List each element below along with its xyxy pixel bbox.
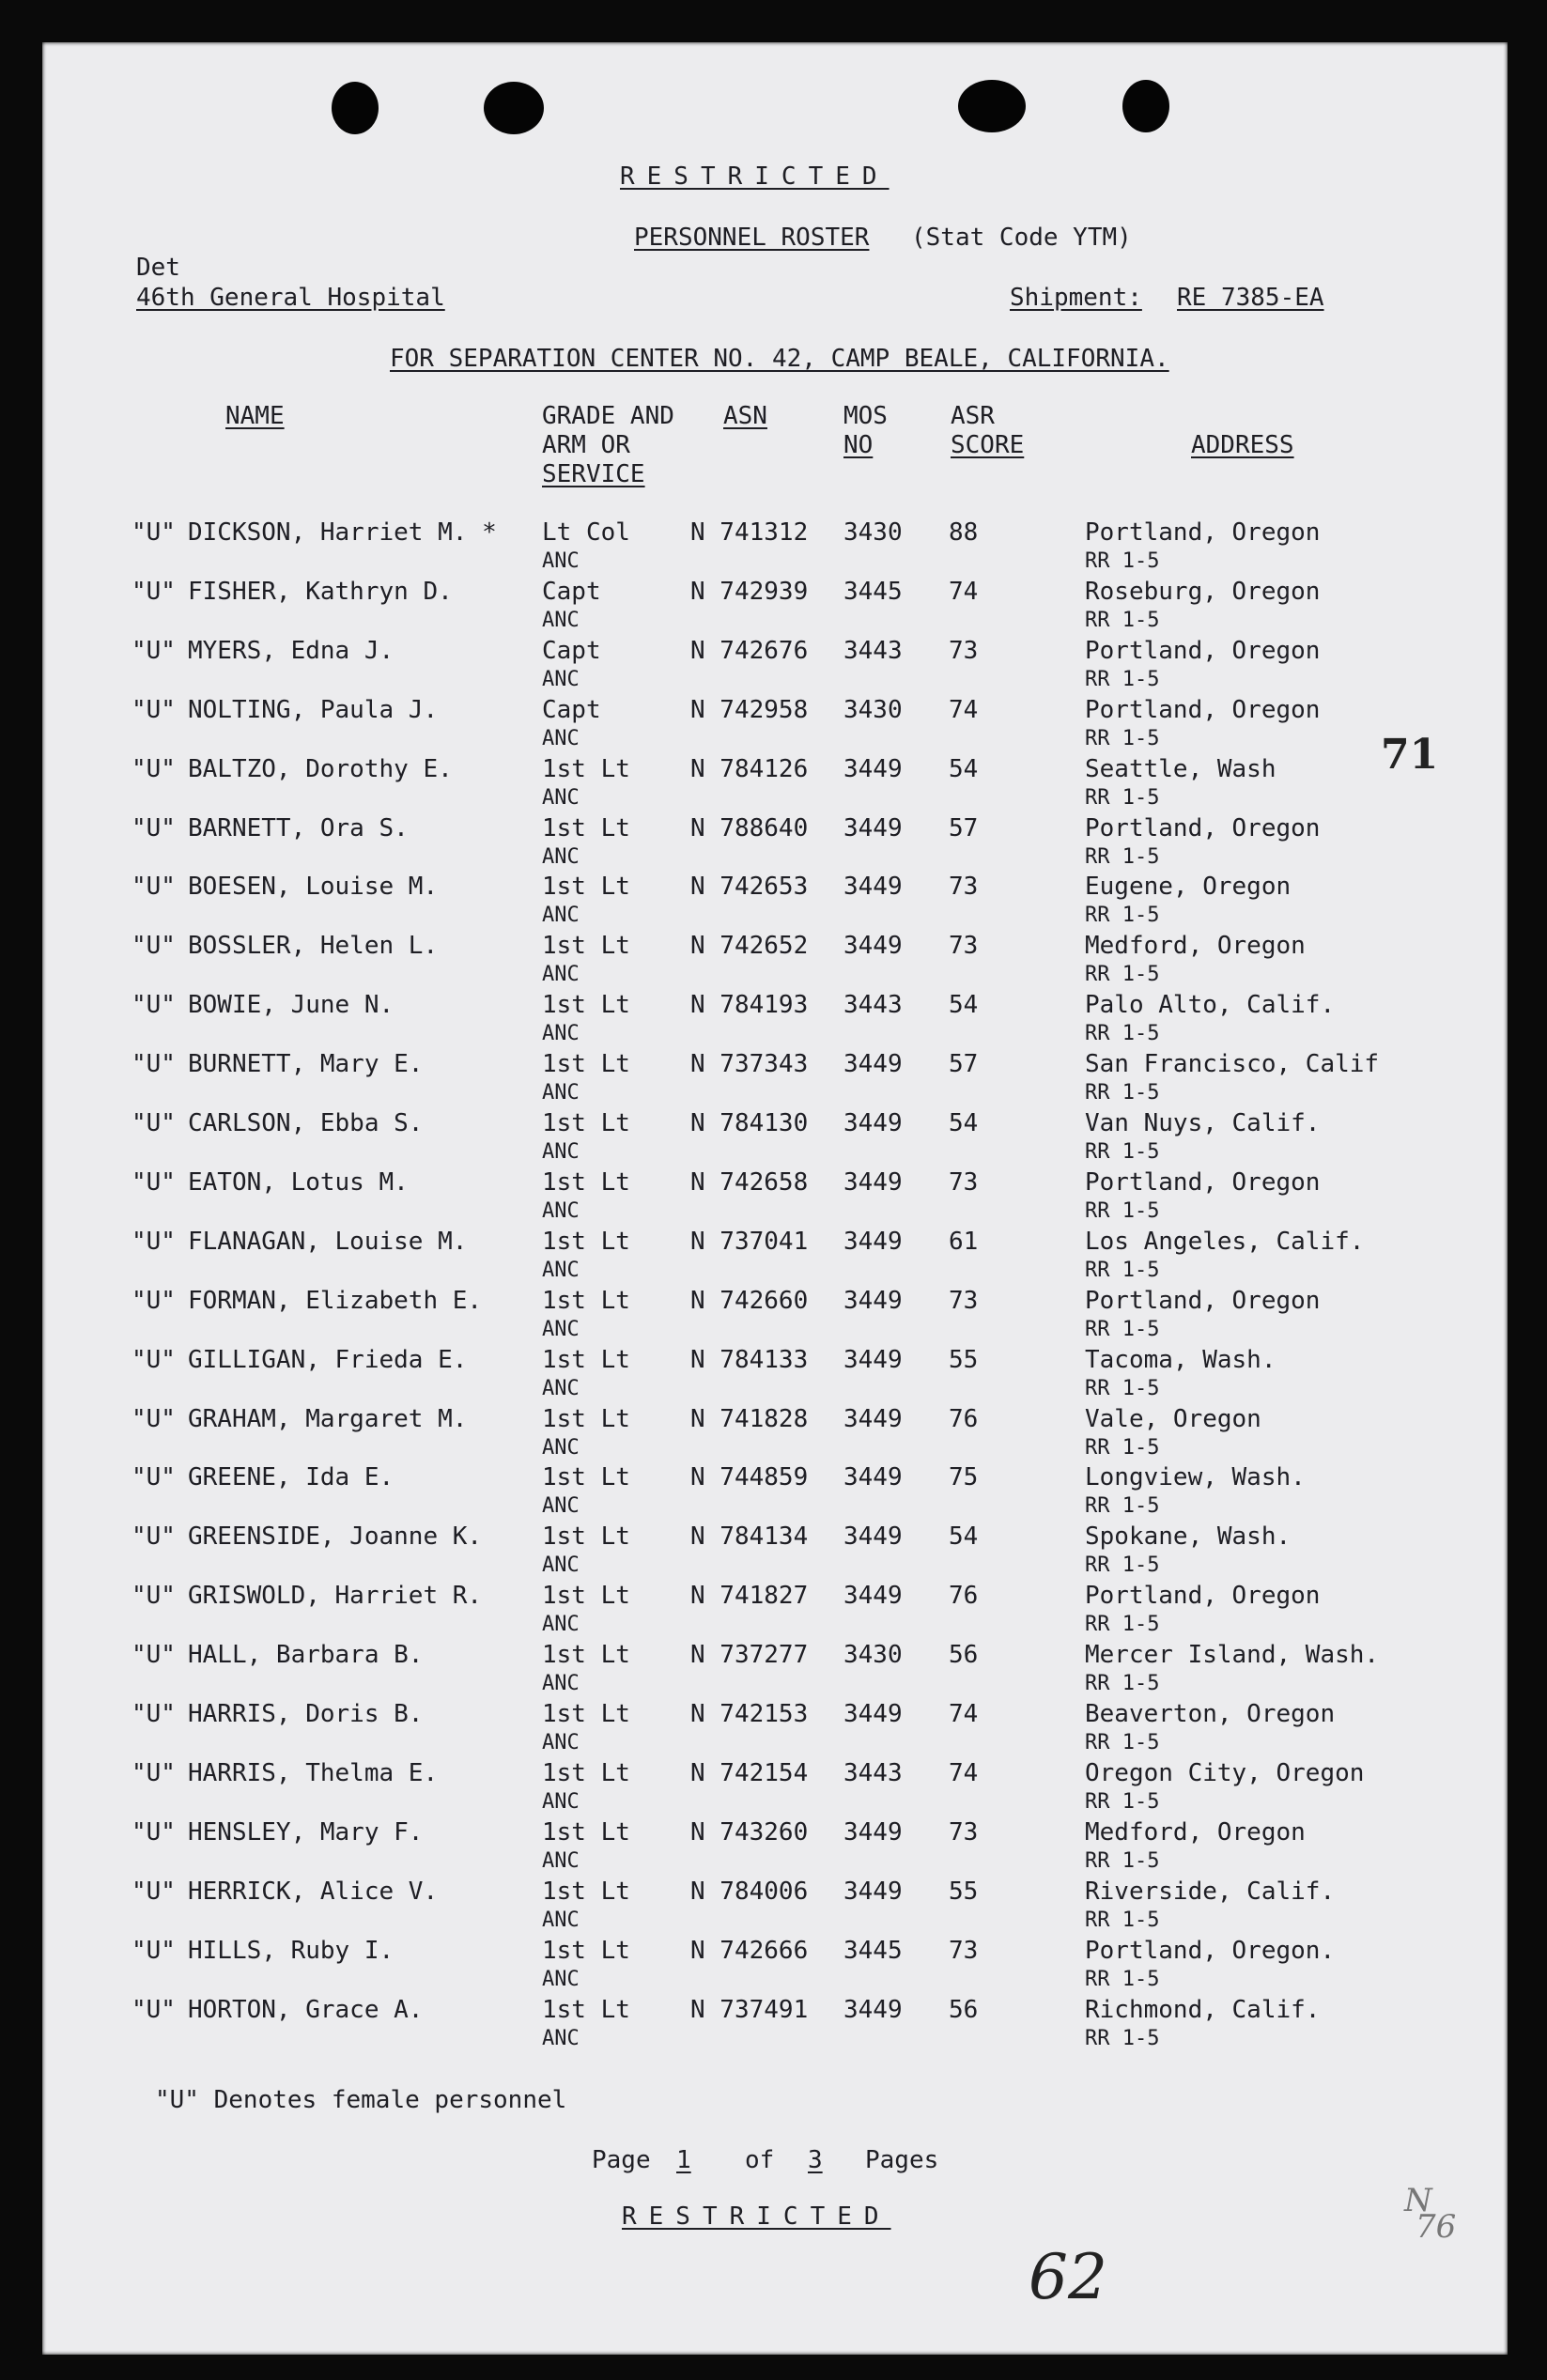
cell-asr: 74 xyxy=(949,695,979,724)
cell-service: ANC xyxy=(542,1848,580,1873)
column-header-grade-3: SERVICE xyxy=(542,460,645,488)
cell-name: HORTON, Grace A. xyxy=(188,1995,424,2024)
cell-name: BOESEN, Louise M. xyxy=(188,873,439,902)
cell-service: ANC xyxy=(542,963,580,987)
restricted-footer: RESTRICTED xyxy=(622,2202,891,2231)
cell-asr: 54 xyxy=(949,754,979,783)
cell-prefix: "U" xyxy=(131,873,176,902)
cell-city: Seattle, Wash xyxy=(1085,754,1276,783)
cell-asr: 56 xyxy=(949,1995,979,2024)
cell-rr: RR 1-5 xyxy=(1085,1553,1160,1578)
cell-prefix: "U" xyxy=(131,1404,176,1433)
cell-mos: 3449 xyxy=(843,1995,903,2024)
cell-prefix: "U" xyxy=(131,1167,176,1197)
column-header-mos-2: NO xyxy=(843,431,874,459)
cell-asn: N 737277 xyxy=(690,1641,809,1670)
cell-asn: N 741312 xyxy=(690,518,809,547)
cell-service: ANC xyxy=(542,1494,580,1519)
cell-grade: 1st Lt xyxy=(542,1700,630,1728)
cell-service: ANC xyxy=(542,1613,580,1637)
cell-prefix: "U" xyxy=(131,991,176,1020)
cell-asr: 55 xyxy=(949,1877,979,1906)
cell-rr: RR 1-5 xyxy=(1085,1789,1160,1814)
table-row xyxy=(42,637,1508,695)
cell-service: ANC xyxy=(542,608,580,632)
cell-service: ANC xyxy=(542,1258,580,1282)
stat-code: (Stat Code YTM) xyxy=(911,224,1132,252)
cell-city: Riverside, Calif. xyxy=(1085,1877,1336,1906)
cell-asr: 57 xyxy=(949,1050,979,1079)
cell-grade: Capt xyxy=(542,577,601,606)
cell-city: Spokane, Wash. xyxy=(1085,1522,1292,1552)
cell-prefix: "U" xyxy=(131,813,176,842)
cell-city: Van Nuys, Calif. xyxy=(1085,1109,1321,1137)
cell-service: ANC xyxy=(542,2026,580,2050)
cell-mos: 3449 xyxy=(843,1404,903,1433)
cell-asn: N 742658 xyxy=(690,1167,809,1197)
cell-grade: 1st Lt xyxy=(542,1227,630,1256)
cell-grade: 1st Lt xyxy=(542,813,630,842)
column-header-asr-2: SCORE xyxy=(951,431,1025,459)
cell-mos: 3449 xyxy=(843,1522,903,1552)
column-header-address: ADDRESS xyxy=(1191,431,1294,459)
cell-mos: 3449 xyxy=(843,1286,903,1315)
cell-name: HARRIS, Thelma E. xyxy=(188,1758,439,1787)
cell-grade: 1st Lt xyxy=(542,754,630,783)
cell-grade: 1st Lt xyxy=(542,932,630,961)
cell-prefix: "U" xyxy=(131,695,176,724)
cell-prefix: "U" xyxy=(131,1758,176,1787)
cell-service: ANC xyxy=(542,904,580,928)
cell-mos: 3449 xyxy=(843,1345,903,1374)
cell-asn: N 784133 xyxy=(690,1345,809,1374)
cell-prefix: "U" xyxy=(131,518,176,547)
cell-asr: 61 xyxy=(949,1227,979,1256)
restricted-header: RESTRICTED xyxy=(620,162,890,191)
cell-grade: 1st Lt xyxy=(542,1050,630,1079)
cell-asr: 88 xyxy=(949,518,979,547)
cell-name: HENSLEY, Mary F. xyxy=(188,1817,424,1847)
cell-service: ANC xyxy=(542,1789,580,1814)
cell-service: ANC xyxy=(542,726,580,750)
cell-service: ANC xyxy=(542,1198,580,1223)
cell-mos: 3449 xyxy=(843,1817,903,1847)
cell-grade: 1st Lt xyxy=(542,1109,630,1137)
corner-note-1: N xyxy=(1404,2182,1432,2219)
column-header-grade-2: ARM OR xyxy=(542,431,630,459)
cell-grade: 1st Lt xyxy=(542,1404,630,1433)
cell-asn: N 741827 xyxy=(690,1582,809,1611)
cell-mos: 3449 xyxy=(843,1463,903,1492)
cell-service: ANC xyxy=(542,1731,580,1754)
cell-mos: 3445 xyxy=(843,1936,903,1965)
cell-mos: 3430 xyxy=(843,695,903,724)
cell-name: DICKSON, Harriet M. * xyxy=(188,518,497,547)
cell-city: Portland, Oregon xyxy=(1085,813,1321,842)
cell-city: Palo Alto, Calif. xyxy=(1085,991,1336,1020)
cell-grade: 1st Lt xyxy=(542,1167,630,1197)
cell-name: NOLTING, Paula J. xyxy=(188,695,439,724)
cell-mos: 3449 xyxy=(843,932,903,961)
cell-service: ANC xyxy=(542,667,580,691)
cell-rr: RR 1-5 xyxy=(1085,667,1160,691)
cell-prefix: "U" xyxy=(131,754,176,783)
cell-service: ANC xyxy=(542,1435,580,1460)
table-row xyxy=(42,1168,1508,1227)
page-number: 1 xyxy=(676,2146,691,2174)
roster-title: PERSONNEL ROSTER xyxy=(634,224,870,252)
table-row xyxy=(42,1641,1508,1699)
cell-asr: 57 xyxy=(949,813,979,842)
cell-rr: RR 1-5 xyxy=(1085,1140,1160,1164)
margin-number: 71 xyxy=(1381,731,1439,779)
cell-asn: N 788640 xyxy=(690,813,809,842)
cell-city: Los Angeles, Calif. xyxy=(1085,1227,1365,1256)
cell-mos: 3449 xyxy=(843,1167,903,1197)
cell-prefix: "U" xyxy=(131,1877,176,1906)
cell-asr: 74 xyxy=(949,1700,979,1728)
cell-grade: 1st Lt xyxy=(542,1463,630,1492)
cell-name: BURNETT, Mary E. xyxy=(188,1050,424,1079)
cell-prefix: "U" xyxy=(131,1227,176,1256)
cell-city: Longview, Wash. xyxy=(1085,1463,1306,1492)
cell-service: ANC xyxy=(542,785,580,810)
cell-rr: RR 1-5 xyxy=(1085,1081,1160,1105)
document-page xyxy=(42,42,1508,2355)
cell-asr: 76 xyxy=(949,1582,979,1611)
cell-city: Portland, Oregon xyxy=(1085,518,1321,547)
cell-mos: 3449 xyxy=(843,754,903,783)
punch-hole xyxy=(332,82,379,134)
cell-service: ANC xyxy=(542,1081,580,1105)
cell-rr: RR 1-5 xyxy=(1085,1967,1160,1991)
cell-rr: RR 1-5 xyxy=(1085,1731,1160,1754)
table-row xyxy=(42,1996,1508,2054)
cell-name: HARRIS, Doris B. xyxy=(188,1700,424,1728)
cell-grade: 1st Lt xyxy=(542,1345,630,1374)
cell-rr: RR 1-5 xyxy=(1085,726,1160,750)
cell-asn: N 744859 xyxy=(690,1463,809,1492)
cell-asn: N 742676 xyxy=(690,636,809,665)
unit-line-1: Det xyxy=(136,254,180,282)
cell-grade: 1st Lt xyxy=(542,1641,630,1670)
table-row xyxy=(42,1937,1508,1995)
punch-hole xyxy=(1122,80,1169,132)
cell-rr: RR 1-5 xyxy=(1085,963,1160,987)
cell-mos: 3449 xyxy=(843,1227,903,1256)
cell-asn: N 743260 xyxy=(690,1817,809,1847)
cell-name: HERRICK, Alice V. xyxy=(188,1877,439,1906)
cell-rr: RR 1-5 xyxy=(1085,1317,1160,1341)
cell-name: GREENE, Ida E. xyxy=(188,1463,394,1492)
cell-city: Portland, Oregon xyxy=(1085,695,1321,724)
cell-grade: 1st Lt xyxy=(542,991,630,1020)
cell-asr: 73 xyxy=(949,873,979,902)
cell-name: FLANAGAN, Louise M. xyxy=(188,1227,468,1256)
cell-asr: 55 xyxy=(949,1345,979,1374)
cell-asr: 73 xyxy=(949,932,979,961)
cell-asr: 56 xyxy=(949,1641,979,1670)
cell-asn: N 742958 xyxy=(690,695,809,724)
punch-hole xyxy=(484,82,544,134)
cell-prefix: "U" xyxy=(131,1522,176,1552)
cell-name: GRISWOLD, Harriet R. xyxy=(188,1582,483,1611)
cell-service: ANC xyxy=(542,549,580,573)
cell-asn: N 784130 xyxy=(690,1109,809,1137)
table-row xyxy=(42,873,1508,931)
cell-city: Oregon City, Oregon xyxy=(1085,1758,1365,1787)
cell-city: Mercer Island, Wash. xyxy=(1085,1641,1380,1670)
cell-asr: 54 xyxy=(949,1109,979,1137)
cell-prefix: "U" xyxy=(131,1700,176,1728)
table-row xyxy=(42,1582,1508,1640)
cell-mos: 3449 xyxy=(843,1700,903,1728)
cell-prefix: "U" xyxy=(131,1995,176,2024)
cell-city: Beaverton, Oregon xyxy=(1085,1700,1336,1728)
cell-asn: N 742666 xyxy=(690,1936,809,1965)
cell-grade: 1st Lt xyxy=(542,1582,630,1611)
cell-grade: 1st Lt xyxy=(542,873,630,902)
cell-rr: RR 1-5 xyxy=(1085,844,1160,869)
cell-mos: 3449 xyxy=(843,1582,903,1611)
cell-asn: N 742660 xyxy=(690,1286,809,1315)
cell-name: FORMAN, Elizabeth E. xyxy=(188,1286,483,1315)
table-row xyxy=(42,814,1508,873)
page-word: Page xyxy=(592,2146,651,2174)
table-row xyxy=(42,578,1508,636)
cell-city: Eugene, Oregon xyxy=(1085,873,1292,902)
cell-name: BOWIE, June N. xyxy=(188,991,394,1020)
cell-rr: RR 1-5 xyxy=(1085,1613,1160,1637)
cell-city: Medford, Oregon xyxy=(1085,1817,1306,1847)
cell-rr: RR 1-5 xyxy=(1085,549,1160,573)
cell-mos: 3449 xyxy=(843,1050,903,1079)
destination-line: FOR SEPARATION CENTER NO. 42, CAMP BEALE, CALIFORNIA. xyxy=(390,345,1169,373)
cell-asr: 73 xyxy=(949,1817,979,1847)
table-row xyxy=(42,932,1508,990)
column-header-grade-1: GRADE AND xyxy=(542,402,674,430)
cell-rr: RR 1-5 xyxy=(1085,1672,1160,1696)
cell-service: ANC xyxy=(542,1967,580,1991)
cell-city: Tacoma, Wash. xyxy=(1085,1345,1276,1374)
table-row xyxy=(42,1878,1508,1936)
cell-mos: 3443 xyxy=(843,991,903,1020)
cell-name: EATON, Lotus M. xyxy=(188,1167,409,1197)
cell-asr: 74 xyxy=(949,577,979,606)
cell-asn: N 784126 xyxy=(690,754,809,783)
cell-asr: 73 xyxy=(949,1936,979,1965)
cell-grade: 1st Lt xyxy=(542,1936,630,1965)
cell-name: GRAHAM, Margaret M. xyxy=(188,1404,468,1433)
cell-mos: 3443 xyxy=(843,636,903,665)
table-row xyxy=(42,1700,1508,1758)
table-row xyxy=(42,1405,1508,1463)
cell-city: Portland, Oregon xyxy=(1085,1286,1321,1315)
column-header-asn: ASN xyxy=(723,402,767,430)
cell-service: ANC xyxy=(542,1022,580,1046)
cell-asn: N 742939 xyxy=(690,577,809,606)
cell-asr: 73 xyxy=(949,1167,979,1197)
corner-note-2: 76 xyxy=(1416,2208,1457,2246)
cell-mos: 3430 xyxy=(843,518,903,547)
cell-mos: 3443 xyxy=(843,1758,903,1787)
cell-city: San Francisco, Calif xyxy=(1085,1050,1380,1079)
cell-name: BALTZO, Dorothy E. xyxy=(188,754,453,783)
table-row xyxy=(42,1818,1508,1877)
unit-line-2: 46th General Hospital xyxy=(136,284,445,312)
cell-prefix: "U" xyxy=(131,1050,176,1079)
cell-rr: RR 1-5 xyxy=(1085,1848,1160,1873)
column-header-mos-1: MOS xyxy=(843,402,888,430)
cell-rr: RR 1-5 xyxy=(1085,1908,1160,1932)
cell-prefix: "U" xyxy=(131,1817,176,1847)
shipment-number: RE 7385-EA xyxy=(1177,284,1324,312)
cell-prefix: "U" xyxy=(131,1345,176,1374)
cell-asr: 76 xyxy=(949,1404,979,1433)
cell-grade: 1st Lt xyxy=(542,1877,630,1906)
cell-asr: 54 xyxy=(949,1522,979,1552)
cell-service: ANC xyxy=(542,1140,580,1164)
cell-asn: N 741828 xyxy=(690,1404,809,1433)
cell-prefix: "U" xyxy=(131,1582,176,1611)
cell-grade: 1st Lt xyxy=(542,1995,630,2024)
cell-prefix: "U" xyxy=(131,1109,176,1137)
cell-city: Portland, Oregon. xyxy=(1085,1936,1336,1965)
cell-mos: 3449 xyxy=(843,1109,903,1137)
cell-prefix: "U" xyxy=(131,636,176,665)
table-row xyxy=(42,1050,1508,1108)
cell-name: MYERS, Edna J. xyxy=(188,636,394,665)
cell-city: Portland, Oregon xyxy=(1085,1167,1321,1197)
table-row xyxy=(42,1346,1508,1404)
cell-name: CARLSON, Ebba S. xyxy=(188,1109,424,1137)
cell-prefix: "U" xyxy=(131,577,176,606)
table-row xyxy=(42,1759,1508,1817)
cell-grade: 1st Lt xyxy=(542,1522,630,1552)
cell-name: BOSSLER, Helen L. xyxy=(188,932,439,961)
cell-service: ANC xyxy=(542,844,580,869)
cell-city: Richmond, Calif. xyxy=(1085,1995,1321,2024)
page-total: 3 xyxy=(808,2146,823,2174)
cell-prefix: "U" xyxy=(131,1936,176,1965)
cell-asn: N 784193 xyxy=(690,991,809,1020)
cell-service: ANC xyxy=(542,1376,580,1400)
cell-asr: 74 xyxy=(949,1758,979,1787)
cell-prefix: "U" xyxy=(131,932,176,961)
cell-mos: 3445 xyxy=(843,577,903,606)
cell-prefix: "U" xyxy=(131,1463,176,1492)
of-word: of xyxy=(745,2146,775,2174)
cell-asr: 73 xyxy=(949,1286,979,1315)
cell-asn: N 742652 xyxy=(690,932,809,961)
cell-name: GILLIGAN, Frieda E. xyxy=(188,1345,468,1374)
cell-prefix: "U" xyxy=(131,1286,176,1315)
cell-rr: RR 1-5 xyxy=(1085,904,1160,928)
cell-name: FISHER, Kathryn D. xyxy=(188,577,453,606)
punch-hole xyxy=(958,80,1026,132)
cell-asn: N 737343 xyxy=(690,1050,809,1079)
table-row xyxy=(42,991,1508,1049)
cell-asn: N 742653 xyxy=(690,873,809,902)
cell-asn: N 737491 xyxy=(690,1995,809,2024)
shipment-label: Shipment: xyxy=(1010,284,1142,312)
cell-grade: 1st Lt xyxy=(542,1758,630,1787)
cell-rr: RR 1-5 xyxy=(1085,1435,1160,1460)
cell-name: HILLS, Ruby I. xyxy=(188,1936,394,1965)
column-header-name: NAME xyxy=(225,402,285,430)
cell-rr: RR 1-5 xyxy=(1085,1494,1160,1519)
cell-asr: 54 xyxy=(949,991,979,1020)
cell-rr: RR 1-5 xyxy=(1085,2026,1160,2050)
cell-service: ANC xyxy=(542,1908,580,1932)
table-row xyxy=(42,1522,1508,1581)
legend-note: "U" Denotes female personnel xyxy=(155,2086,567,2114)
cell-grade: Lt Col xyxy=(542,518,630,547)
cell-name: BARNETT, Ora S. xyxy=(188,813,409,842)
table-row xyxy=(42,1287,1508,1345)
cell-rr: RR 1-5 xyxy=(1085,1376,1160,1400)
cell-city: Roseburg, Oregon xyxy=(1085,577,1321,606)
cell-grade: Capt xyxy=(542,695,601,724)
cell-rr: RR 1-5 xyxy=(1085,1022,1160,1046)
cell-asn: N 742154 xyxy=(690,1758,809,1787)
column-header-asr-1: ASR xyxy=(951,402,995,430)
table-row xyxy=(42,696,1508,754)
cell-grade: 1st Lt xyxy=(542,1817,630,1847)
cell-grade: 1st Lt xyxy=(542,1286,630,1315)
table-row xyxy=(42,518,1508,577)
cell-asn: N 742153 xyxy=(690,1700,809,1728)
cell-mos: 3449 xyxy=(843,873,903,902)
handwritten-page-number: 62 xyxy=(1029,2241,1107,2313)
cell-mos: 3449 xyxy=(843,1877,903,1906)
pages-word: Pages xyxy=(865,2146,939,2174)
table-row xyxy=(42,1463,1508,1522)
cell-asr: 73 xyxy=(949,636,979,665)
cell-service: ANC xyxy=(542,1553,580,1578)
cell-name: GREENSIDE, Joanne K. xyxy=(188,1522,483,1552)
cell-mos: 3430 xyxy=(843,1641,903,1670)
table-row xyxy=(42,1228,1508,1286)
cell-service: ANC xyxy=(542,1317,580,1341)
cell-rr: RR 1-5 xyxy=(1085,1258,1160,1282)
cell-asn: N 737041 xyxy=(690,1227,809,1256)
cell-name: HALL, Barbara B. xyxy=(188,1641,424,1670)
cell-rr: RR 1-5 xyxy=(1085,785,1160,810)
cell-prefix: "U" xyxy=(131,1641,176,1670)
cell-service: ANC xyxy=(542,1672,580,1696)
cell-rr: RR 1-5 xyxy=(1085,608,1160,632)
cell-asn: N 784134 xyxy=(690,1522,809,1552)
cell-grade: Capt xyxy=(542,636,601,665)
table-row xyxy=(42,755,1508,813)
cell-city: Medford, Oregon xyxy=(1085,932,1306,961)
cell-rr: RR 1-5 xyxy=(1085,1198,1160,1223)
cell-mos: 3449 xyxy=(843,813,903,842)
cell-city: Portland, Oregon xyxy=(1085,636,1321,665)
cell-asr: 75 xyxy=(949,1463,979,1492)
cell-asn: N 784006 xyxy=(690,1877,809,1906)
cell-city: Portland, Oregon xyxy=(1085,1582,1321,1611)
cell-city: Vale, Oregon xyxy=(1085,1404,1261,1433)
table-row xyxy=(42,1109,1508,1167)
